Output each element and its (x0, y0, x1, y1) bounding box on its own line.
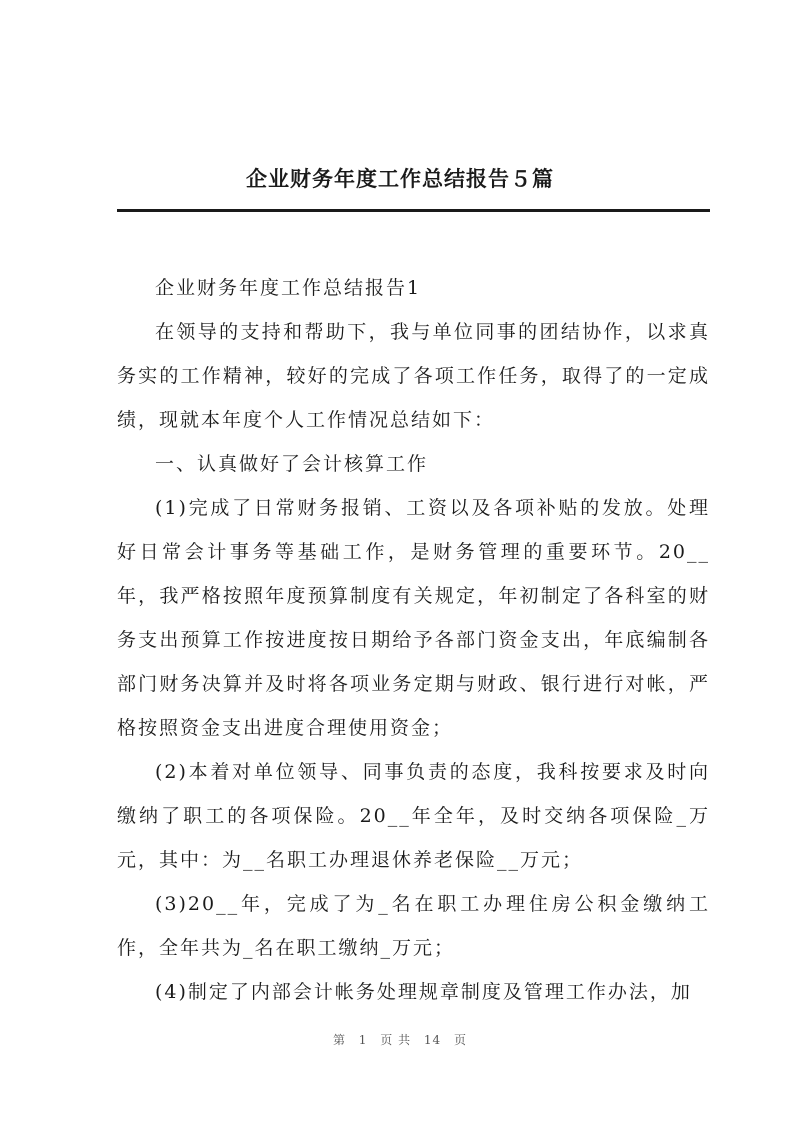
footer-total-pages: 14 (423, 1033, 442, 1047)
footer-current-page: 1 (358, 1033, 368, 1047)
body-paragraph: (3)20__年，完成了为_名在职工办理住房公积金缴纳工作，全年共为_名在职工缴纳_万元； (117, 893, 710, 959)
footer-end-label: 页 (454, 1033, 468, 1047)
document-body (117, 266, 710, 1014)
footer-of-label: 页 共 (380, 1033, 412, 1047)
body-paragraph: (4)制定了内部会计帐务处理规章制度及管理工作办法，加 (155, 981, 692, 1003)
subsection-heading: 一、认真做好了会计核算工作 (155, 453, 429, 475)
title-divider (117, 209, 710, 212)
footer-page-label: 第 (332, 1033, 346, 1047)
body-paragraph: (2)本着对单位领导、同事负责的态度，我科按要求及时向缴纳了职工的各项保险。20__年全年，及时交纳各项保险_万元，其中：为__名职工办理退休养老保险__万元； (117, 761, 710, 871)
body-paragraph: (1)完成了日常财务报销、工资以及各项补贴的发放。处理好日常会计事务等基础工作，是财务管理的重要环节。20__年，我严格按照年度预算制度有关规定，年初制定了各科室的财务支出预算工作按进度按日期给予各部门资金支出，年底编制各部门财务决算并及时将各项业务定期与财政、银行进行对帐，严格按照资金支出进度合理使用资金； (117, 497, 710, 739)
document-title: 企业财务年度工作总结报告５篇 (246, 166, 554, 191)
body-paragraph: 在领导的支持和帮助下，我与单位同事的团结协作，以求真务实的工作精神，较好的完成了各项工作任务，取得了的一定成绩，现就本年度个人工作情况总结如下： (117, 321, 710, 431)
section-heading: 企业财务年度工作总结报告1 (155, 277, 422, 299)
page-footer (0, 1031, 800, 1048)
